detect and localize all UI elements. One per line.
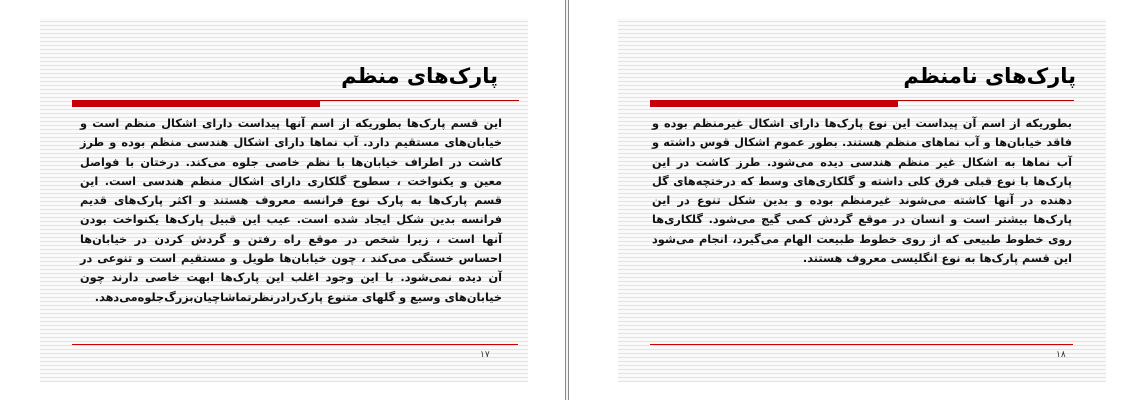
page-title: پارک‌های منظم bbox=[341, 64, 498, 88]
spread-gutter bbox=[565, 0, 569, 400]
page-number: ۱۷ bbox=[480, 350, 490, 360]
title-accent-bar bbox=[650, 100, 898, 107]
body-paragraph: بطوریکه از اسم آن پیداست این نوع پارک‌ها دارای اشکال غیرمنظم بوده و فاقد خیابان‌ها و آب نماهای منظم هستند. بطور عموم اشکال قوس داشته و آب نماها به اشکال غیر منظم هندسی دیده می‌شود. طرز کاشت در این پارک‌ها با نوع قبلی فرق کلی داشته و گلکاری‌های وسط که درختچه‌های گل دهنده در آنها کاشته می‌شوند غیرمنظم بوده و بدین شکل تنوع در این پارک‌ها بیشتر است و انسان در موقع گردش کمی گیج می‌شود. گلکاری‌ها روی خطوط طبیعی که از روی خطوط طبیعت الهام می‌گیرد، انجام می‌شود این قسم پارک‌ها به نوع انگلیسی معروف هستند. bbox=[652, 117, 1072, 266]
page-left bbox=[40, 18, 528, 382]
page-right bbox=[618, 18, 1106, 382]
footer-rule bbox=[650, 344, 1073, 345]
title-accent-bar bbox=[72, 100, 320, 107]
footer-rule bbox=[72, 344, 518, 345]
page-number: ۱۸ bbox=[1056, 350, 1066, 360]
page-title: پارک‌های نامنظم bbox=[903, 64, 1076, 88]
body-paragraph: این قسم پارک‌ها بطوریکه از اسم آنها پیداست دارای اشکال منظم است و خیابان‌های مستقیم دارد. آب نماها دارای اشکال هندسی منظم بوده و طرز کاشت در اطراف خیابان‌ها با نظم خاصی جلوه می‌کند. درختان با فواصل معین و یکنواخت ، سطوح گلکاری دارای اشکال منظم هندسی است. این قسم پارک‌ها به پارک نوع فرانسه معروف هستند و اکثر پارک‌های قدیم فرانسه بدین شکل ایجاد شده است. عیب این قبیل پارک‌ها یکنواخت بودن آنها است ، زیرا شخص در موقع راه رفتن و گردش کردن در خیابان‌ها احساس خستگی می‌کند ، چون خیابان‌ها طویل و مستقیم است و تنوعی در آن دیده نمی‌شود. با این وجود اغلب این پارک‌ها ابهت خاصی دارند چون خیابان‌های وسیع و گلهای متنوع پارک‌رادرنظرتماشاچیان‌بزرگ‌جلوه‌می‌دهد. bbox=[80, 117, 502, 304]
